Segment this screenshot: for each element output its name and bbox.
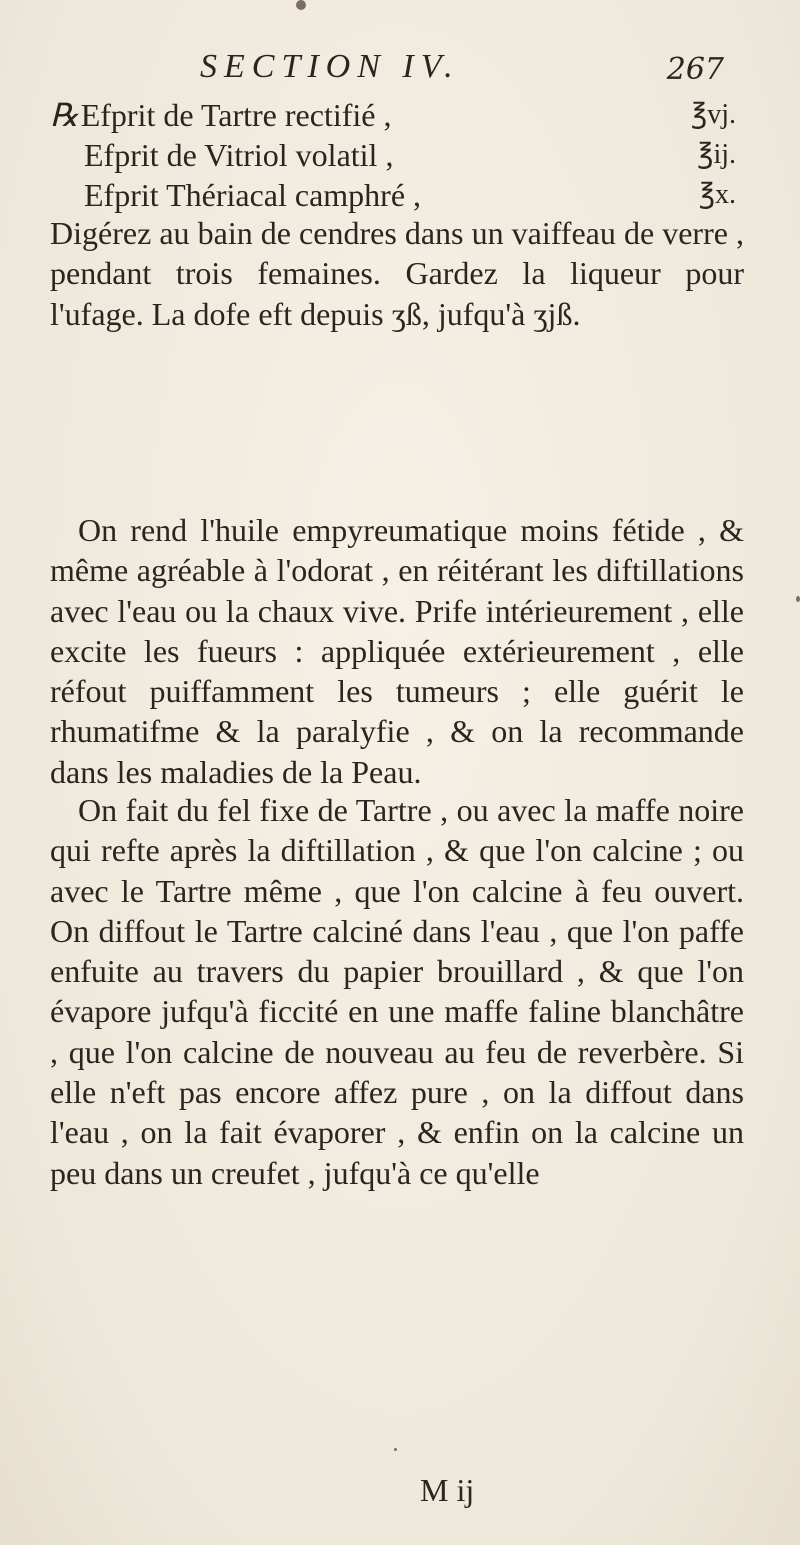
ink-spot [394,1448,397,1451]
recipe-symbol: ℞ [50,97,79,133]
recipe-instructions [50,213,744,334]
paragraph-text: On fait du fel fixe de Tartre , ou avec la maffe noire qui refte après la diftillation , & que l'on calcine ; ou avec le Tartre même , que l'on calcine à feu ouvert. On diffout le Tartre calciné dans l'eau , que l'on paffe enfuite au travers du papier brouillard , & que l'on évapore jufqu'à ficcité en une maffe faline blanchâtre , que l'on calcine de nouveau au feu de reverbère. Si elle n'eft pas encore affez pure , on la diffout dans l'eau , on la fait évaporer , & enfin on la calcine un peu dans un creufet , jufqu'à ce qu'elle [50,792,744,1191]
page-number: 267 [666,52,724,87]
ingredient-line [50,135,740,175]
ingredient-name: Efprit de Vitriol volatil , [84,137,394,173]
paragraph [50,510,744,792]
paragraph-text: On rend l'huile empyreumatique moins fétide , & même agréable à l'odorat , en réitérant les diftillations avec l'eau ou la chaux vive. Prife intérieurement , elle excite les fueurs : appliquée extérieurement , elle réfout puiffamment les tumeurs ; elle guérit le rhumatifme & la paralyfie , & on la recommande dans les maladies de la Peau. [50,512,744,790]
ingredient-quantity: ℥ij. [697,139,736,170]
running-header [200,48,760,100]
paragraph [50,790,744,1193]
ingredient-name: Efprit de Tartre rectifié , [80,97,392,133]
ingredient-line [50,95,740,135]
ink-spot [296,0,306,10]
ingredient-line [50,175,740,215]
ingredient-name: Efprit Thériacal camphré , [84,177,422,213]
signature-mark: M ij [420,1472,475,1508]
ingredient-quantity: ℥vj. [691,99,736,130]
section-title: SECTION IV. [200,48,460,85]
recipe-list [50,95,740,215]
ingredient-quantity: ℥x. [698,179,736,210]
ink-spot [796,596,800,602]
instructions-text: Digérez au bain de cendres dans un vaiffeau de verre , pendant trois femaines. Gardez la liqueur pour l'ufage. La dofe eft depuis ʒß, jufqu'à ʒjß. [50,215,744,332]
